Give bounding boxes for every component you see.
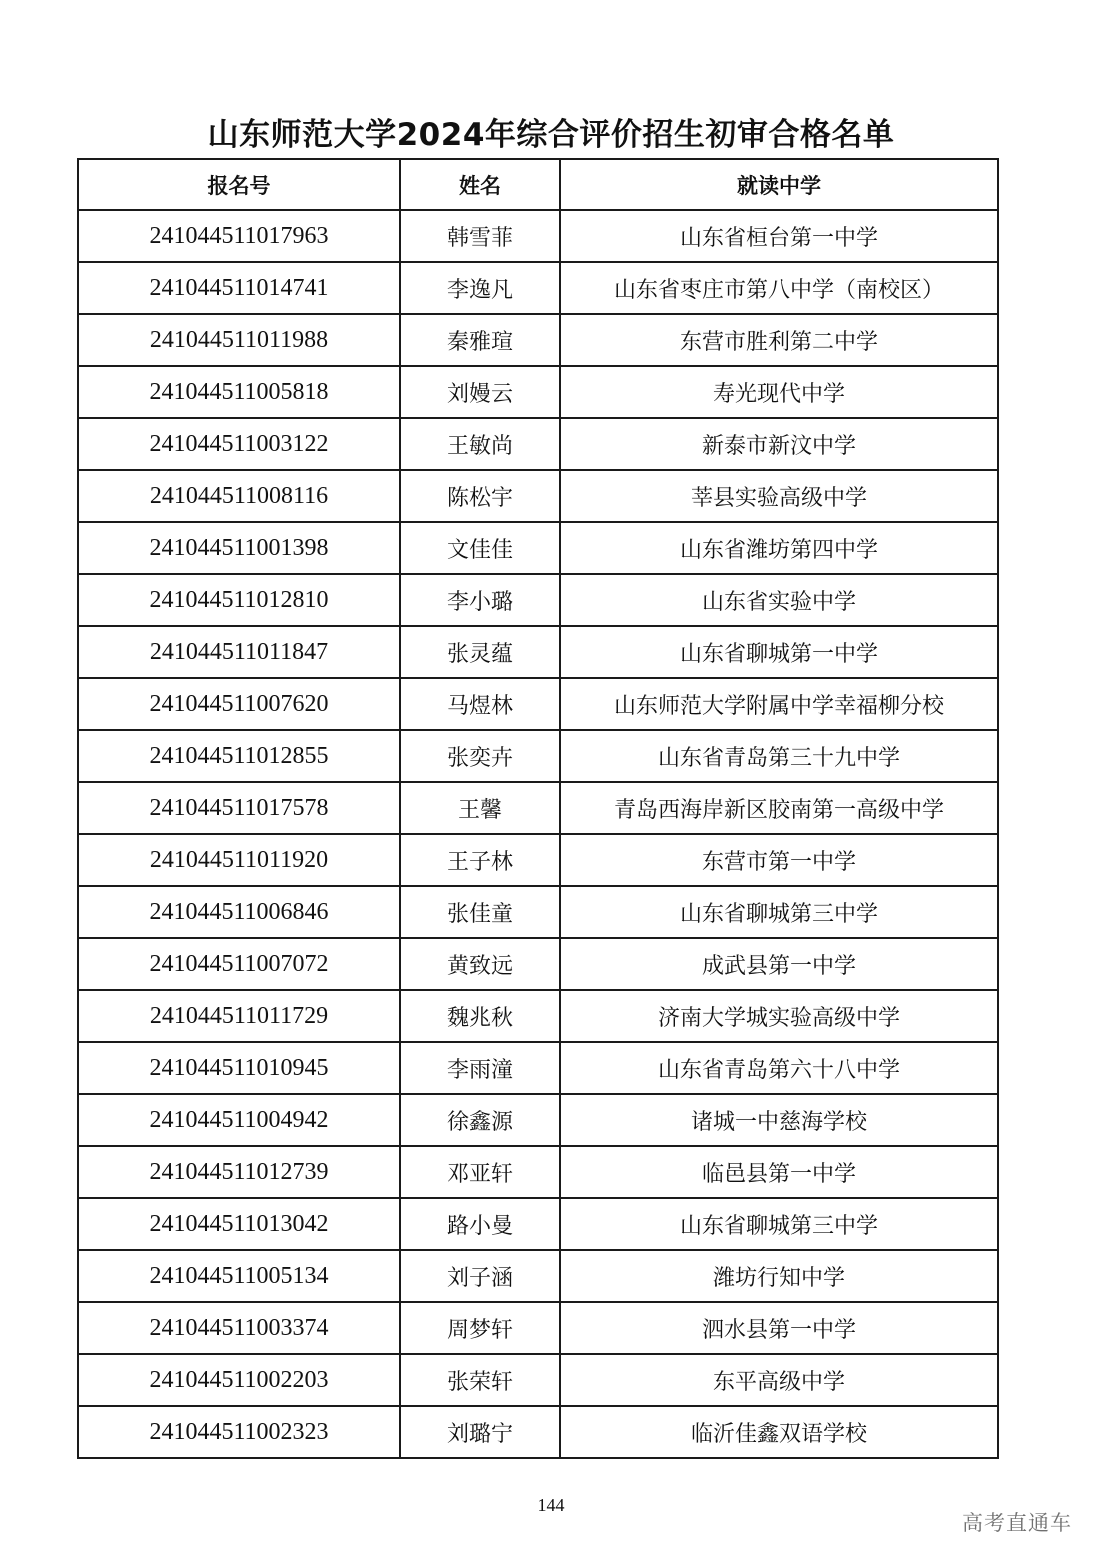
table-row <box>78 1146 998 1198</box>
table-row <box>78 834 998 886</box>
table-header <box>78 159 998 210</box>
table-row <box>78 366 998 418</box>
table-row <box>78 1302 998 1354</box>
school-name-cell: 济南大学城实验高级中学 <box>560 990 998 1042</box>
header-school: 就读中学 <box>560 159 998 210</box>
registration-number-cell: 241044511007072 <box>78 938 400 990</box>
table-row <box>78 626 998 678</box>
table-row <box>78 470 998 522</box>
watermark: 高考直通车 <box>962 1511 1072 1535</box>
school-name-cell: 东平高级中学 <box>560 1354 998 1406</box>
table-row <box>78 210 998 262</box>
school-name-cell: 青岛西海岸新区胶南第一高级中学 <box>560 782 998 834</box>
student-name-cell: 李雨潼 <box>400 1042 560 1094</box>
student-name-cell: 王敏尚 <box>400 418 560 470</box>
table-row <box>78 1354 998 1406</box>
table-row <box>78 418 998 470</box>
student-name-cell: 陈松宇 <box>400 470 560 522</box>
registration-number-cell: 241044511017963 <box>78 210 400 262</box>
school-name-cell: 山东省桓台第一中学 <box>560 210 998 262</box>
table-row <box>78 1094 998 1146</box>
table-row <box>78 1042 998 1094</box>
table-row <box>78 262 998 314</box>
student-name-cell: 刘嫚云 <box>400 366 560 418</box>
registration-number-cell: 241044511001398 <box>78 522 400 574</box>
table-body <box>78 210 998 1458</box>
table-row <box>78 1198 998 1250</box>
registration-number-cell: 241044511012855 <box>78 730 400 782</box>
table-row <box>78 678 998 730</box>
table-row <box>78 1406 998 1458</box>
school-name-cell: 临沂佳鑫双语学校 <box>560 1406 998 1458</box>
registration-number-cell: 241044511011920 <box>78 834 400 886</box>
registration-number-cell: 241044511006846 <box>78 886 400 938</box>
table-row <box>78 938 998 990</box>
registration-number-cell: 241044511003122 <box>78 418 400 470</box>
registration-number-cell: 241044511004942 <box>78 1094 400 1146</box>
school-name-cell: 莘县实验高级中学 <box>560 470 998 522</box>
student-name-cell: 徐鑫源 <box>400 1094 560 1146</box>
table-row <box>78 990 998 1042</box>
school-name-cell: 潍坊行知中学 <box>560 1250 998 1302</box>
registration-number-cell: 241044511013042 <box>78 1198 400 1250</box>
registration-number-cell: 241044511010945 <box>78 1042 400 1094</box>
student-name-cell: 刘子涵 <box>400 1250 560 1302</box>
school-name-cell: 山东省潍坊第四中学 <box>560 522 998 574</box>
table-row <box>78 1250 998 1302</box>
student-name-cell: 马煜林 <box>400 678 560 730</box>
school-name-cell: 山东省青岛第六十八中学 <box>560 1042 998 1094</box>
school-name-cell: 寿光现代中学 <box>560 366 998 418</box>
table-row <box>78 314 998 366</box>
school-name-cell: 东营市第一中学 <box>560 834 998 886</box>
school-name-cell: 诸城一中慈海学校 <box>560 1094 998 1146</box>
registration-number-cell: 241044511005818 <box>78 366 400 418</box>
student-name-cell: 黄致远 <box>400 938 560 990</box>
student-name-cell: 韩雪菲 <box>400 210 560 262</box>
document-title: 山东师范大学2024年综合评价招生初审合格名单 <box>207 117 895 153</box>
table-row <box>78 522 998 574</box>
registration-number-cell: 241044511002203 <box>78 1354 400 1406</box>
school-name-cell: 成武县第一中学 <box>560 938 998 990</box>
school-name-cell: 山东省枣庄市第八中学（南校区） <box>560 262 998 314</box>
registration-number-cell: 241044511007620 <box>78 678 400 730</box>
registration-number-cell: 241044511012810 <box>78 574 400 626</box>
student-name-cell: 王子林 <box>400 834 560 886</box>
school-name-cell: 新泰市新汶中学 <box>560 418 998 470</box>
student-name-cell: 张奕卉 <box>400 730 560 782</box>
admission-list-table <box>77 158 999 1459</box>
table-row <box>78 730 998 782</box>
registration-number-cell: 241044511011847 <box>78 626 400 678</box>
registration-number-cell: 241044511012739 <box>78 1146 400 1198</box>
student-name-cell: 路小曼 <box>400 1198 560 1250</box>
student-name-cell: 周梦轩 <box>400 1302 560 1354</box>
registration-number-cell: 241044511008116 <box>78 470 400 522</box>
student-name-cell: 邓亚轩 <box>400 1146 560 1198</box>
registration-number-cell: 241044511005134 <box>78 1250 400 1302</box>
student-name-cell: 张灵蕴 <box>400 626 560 678</box>
school-name-cell: 山东省青岛第三十九中学 <box>560 730 998 782</box>
registration-number-cell: 241044511011988 <box>78 314 400 366</box>
student-name-cell: 李逸凡 <box>400 262 560 314</box>
registration-number-cell: 241044511003374 <box>78 1302 400 1354</box>
student-name-cell: 张荣轩 <box>400 1354 560 1406</box>
student-name-cell: 秦雅瑄 <box>400 314 560 366</box>
student-name-cell: 王馨 <box>400 782 560 834</box>
school-name-cell: 山东省聊城第三中学 <box>560 1198 998 1250</box>
student-name-cell: 文佳佳 <box>400 522 560 574</box>
school-name-cell: 山东省聊城第三中学 <box>560 886 998 938</box>
registration-number-cell: 241044511011729 <box>78 990 400 1042</box>
registration-number-cell: 241044511017578 <box>78 782 400 834</box>
header-name: 姓名 <box>400 159 560 210</box>
student-name-cell: 张佳童 <box>400 886 560 938</box>
table-row <box>78 886 998 938</box>
school-name-cell: 山东师范大学附属中学幸福柳分校 <box>560 678 998 730</box>
student-name-cell: 李小璐 <box>400 574 560 626</box>
student-name-cell: 魏兆秋 <box>400 990 560 1042</box>
school-name-cell: 山东省聊城第一中学 <box>560 626 998 678</box>
school-name-cell: 临邑县第一中学 <box>560 1146 998 1198</box>
table-row <box>78 782 998 834</box>
school-name-cell: 东营市胜利第二中学 <box>560 314 998 366</box>
school-name-cell: 泗水县第一中学 <box>560 1302 998 1354</box>
header-row <box>78 159 998 210</box>
table-row <box>78 574 998 626</box>
page-number: 144 <box>537 1495 565 1515</box>
registration-number-cell: 241044511002323 <box>78 1406 400 1458</box>
header-registration-number: 报名号 <box>78 159 400 210</box>
student-name-cell: 刘璐宁 <box>400 1406 560 1458</box>
registration-number-cell: 241044511014741 <box>78 262 400 314</box>
school-name-cell: 山东省实验中学 <box>560 574 998 626</box>
